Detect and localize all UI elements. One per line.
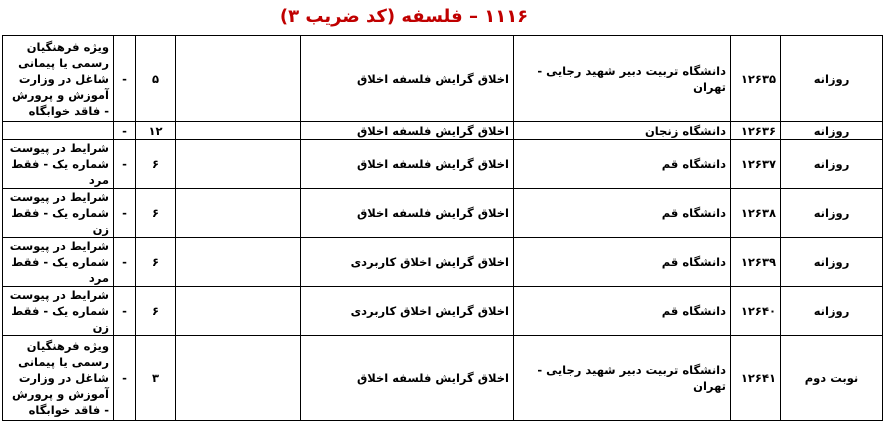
table-row — [3, 189, 883, 238]
period-cell: روزانه — [781, 238, 883, 287]
notes-cell: شرایط در پیوست شماره یک - فقط زن — [3, 287, 114, 336]
capacity-cell: ۶ — [136, 140, 176, 189]
field-cell: اخلاق گرایش فلسفه اخلاق — [301, 36, 514, 122]
capacity-cell: ۶ — [136, 189, 176, 238]
empty-cell — [176, 287, 301, 336]
notes-cell — [3, 122, 114, 140]
university-cell: دانشگاه تربیت دبیر شهید رجایی - تهران — [514, 336, 731, 421]
code-cell: ۱۲۶۳۹ — [731, 238, 781, 287]
code-cell: ۱۲۶۳۷ — [731, 140, 781, 189]
code-cell: ۱۲۶۳۵ — [731, 36, 781, 122]
dash-cell: - — [114, 287, 136, 336]
table-row — [3, 122, 883, 140]
notes-cell: ویژه فرهنگیان رسمی یا پیمانی شاغل در وزارت آموزش و پرورش - فاقد خوابگاه — [3, 36, 114, 122]
university-cell: دانشگاه قم — [514, 238, 731, 287]
capacity-cell: ۵ — [136, 36, 176, 122]
field-cell: اخلاق گرایش فلسفه اخلاق — [301, 336, 514, 421]
notes-cell: ویژه فرهنگیان رسمی یا پیمانی شاغل در وزارت آموزش و پرورش - فاقد خوابگاه — [3, 336, 114, 421]
dash-cell: - — [114, 336, 136, 421]
university-cell: دانشگاه تربیت دبیر شهید رجایی - تهران — [514, 36, 731, 122]
university-cell: دانشگاه قم — [514, 189, 731, 238]
period-cell: روزانه — [781, 189, 883, 238]
table-row — [3, 36, 883, 122]
university-cell: دانشگاه قم — [514, 140, 731, 189]
code-cell: ۱۲۶۴۱ — [731, 336, 781, 421]
period-cell: روزانه — [781, 287, 883, 336]
notes-cell: شرایط در پیوست شماره یک - فقط زن — [3, 189, 114, 238]
dash-cell: - — [114, 189, 136, 238]
admissions-table — [2, 35, 883, 421]
capacity-cell: ۶ — [136, 287, 176, 336]
page-title: ۱۱۱۶ – فلسفه (کد ضریب ۳) — [279, 6, 529, 27]
field-cell: اخلاق گرایش فلسفه اخلاق — [301, 189, 514, 238]
empty-cell — [176, 336, 301, 421]
field-cell: اخلاق گرایش اخلاق کاربردی — [301, 287, 514, 336]
capacity-cell: ۱۲ — [136, 122, 176, 140]
period-cell: روزانه — [781, 36, 883, 122]
notes-cell: شرایط در پیوست شماره یک - فقط مرد — [3, 140, 114, 189]
code-cell: ۱۲۶۴۰ — [731, 287, 781, 336]
field-cell: اخلاق گرایش فلسفه اخلاق — [301, 140, 514, 189]
period-cell: روزانه — [781, 122, 883, 140]
period-cell: نوبت دوم — [781, 336, 883, 421]
empty-cell — [176, 189, 301, 238]
university-cell: دانشگاه زنجان — [514, 122, 731, 140]
empty-cell — [176, 140, 301, 189]
field-cell: اخلاق گرایش اخلاق کاربردی — [301, 238, 514, 287]
period-cell: روزانه — [781, 140, 883, 189]
capacity-cell: ۳ — [136, 336, 176, 421]
capacity-cell: ۶ — [136, 238, 176, 287]
table-row — [3, 336, 883, 421]
empty-cell — [176, 36, 301, 122]
university-cell: دانشگاه قم — [514, 287, 731, 336]
dash-cell: - — [114, 238, 136, 287]
dash-cell: - — [114, 122, 136, 140]
code-cell: ۱۲۶۳۶ — [731, 122, 781, 140]
dash-cell: - — [114, 36, 136, 122]
notes-cell: شرایط در پیوست شماره یک - فقط مرد — [3, 238, 114, 287]
table-row — [3, 287, 883, 336]
dash-cell: - — [114, 140, 136, 189]
empty-cell — [176, 238, 301, 287]
empty-cell — [176, 122, 301, 140]
code-cell: ۱۲۶۳۸ — [731, 189, 781, 238]
table-row — [3, 140, 883, 189]
field-cell: اخلاق گرایش فلسفه اخلاق — [301, 122, 514, 140]
table-row — [3, 238, 883, 287]
